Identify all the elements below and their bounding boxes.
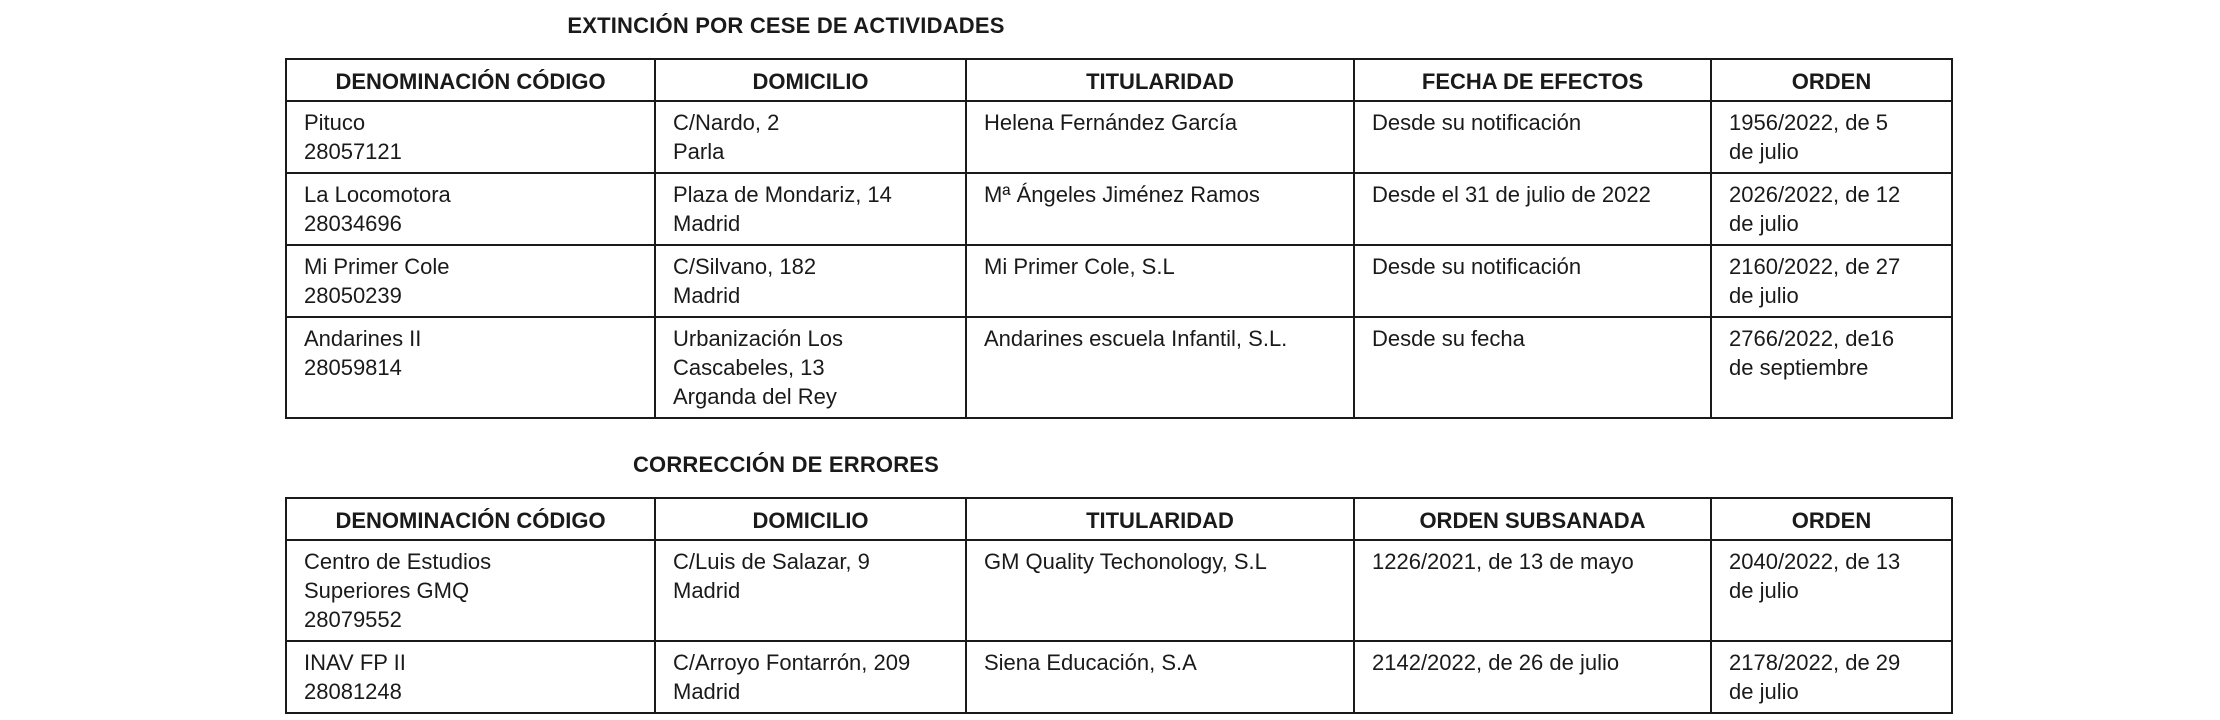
center-code: 28081248 xyxy=(304,679,402,704)
owner-text: Mi Primer Cole, S.L xyxy=(984,254,1175,279)
order-line: 2026/2022, de 12 xyxy=(1729,182,1901,207)
cell-denominacion xyxy=(286,173,655,245)
center-code: 28079552 xyxy=(304,607,402,632)
address-line: Madrid xyxy=(673,578,741,603)
cell-fecha-efectos xyxy=(1354,101,1711,173)
header-fecha-efectos: FECHA DE EFECTOS xyxy=(1354,59,1711,101)
cell-domicilio xyxy=(655,101,966,173)
center-name: Andarines II xyxy=(304,326,422,351)
address-line: C/Silvano, 182 xyxy=(673,254,817,279)
cell-denominacion xyxy=(286,245,655,317)
table-row xyxy=(286,317,1952,418)
center-code: 28034696 xyxy=(304,211,402,236)
address-line: Arganda del Rey xyxy=(673,384,837,409)
order-line: 1956/2022, de 5 xyxy=(1729,110,1889,135)
date-text: 2142/2022, de 26 de julio xyxy=(1372,650,1620,675)
cell-denominacion xyxy=(286,540,655,641)
cell-titularidad xyxy=(966,173,1354,245)
cell-orden xyxy=(1711,317,1952,418)
cell-orden xyxy=(1711,641,1952,713)
cell-orden-subsanada xyxy=(1354,540,1711,641)
date-text: Desde su notificación xyxy=(1372,254,1582,279)
order-line: 2178/2022, de 29 xyxy=(1729,650,1901,675)
cell-titularidad xyxy=(966,245,1354,317)
section-title-correccion: CORRECCIÓN DE ERRORES xyxy=(632,452,940,477)
address-line: Cascabeles, 13 xyxy=(673,355,825,380)
date-text: Desde su notificación xyxy=(1372,110,1582,135)
address-line: Urbanización Los xyxy=(673,326,843,351)
center-name: Centro de Estudios xyxy=(304,549,492,574)
order-line: 2766/2022, de16 xyxy=(1729,326,1895,351)
order-line: de septiembre xyxy=(1729,355,1869,380)
address-line: C/Luis de Salazar, 9 xyxy=(673,549,870,574)
cell-fecha-efectos xyxy=(1354,245,1711,317)
address-line: Parla xyxy=(673,139,725,164)
cell-domicilio xyxy=(655,173,966,245)
order-line: de julio xyxy=(1729,679,1799,704)
address-line: C/Nardo, 2 xyxy=(673,110,780,135)
address-line: Madrid xyxy=(673,211,741,236)
header-orden: ORDEN xyxy=(1711,498,1952,540)
order-line: 2040/2022, de 13 xyxy=(1729,549,1901,574)
header-domicilio: DOMICILIO xyxy=(655,498,966,540)
table-row xyxy=(286,641,1952,713)
header-denominacion: DENOMINACIÓN CÓDIGO xyxy=(286,59,655,101)
cell-orden xyxy=(1711,101,1952,173)
cell-denominacion xyxy=(286,317,655,418)
header-orden-subsanada: ORDEN SUBSANADA xyxy=(1354,498,1711,540)
header-titularidad: TITULARIDAD xyxy=(966,498,1354,540)
cell-orden xyxy=(1711,245,1952,317)
table-header-row xyxy=(286,498,1952,540)
order-line: de julio xyxy=(1729,283,1799,308)
table-row xyxy=(286,101,1952,173)
order-line: de julio xyxy=(1729,211,1799,236)
date-text: Desde el 31 de julio de 2022 xyxy=(1372,182,1651,207)
cell-fecha-efectos xyxy=(1354,317,1711,418)
cell-titularidad xyxy=(966,641,1354,713)
date-text: Desde su fecha xyxy=(1372,326,1525,351)
header-domicilio: DOMICILIO xyxy=(655,59,966,101)
cell-denominacion xyxy=(286,101,655,173)
center-code: 28050239 xyxy=(304,283,402,308)
order-line: 2160/2022, de 27 xyxy=(1729,254,1901,279)
address-line: Madrid xyxy=(673,679,741,704)
header-orden: ORDEN xyxy=(1711,59,1952,101)
owner-text: Andarines escuela Infantil, S.L. xyxy=(984,326,1288,351)
cell-titularidad xyxy=(966,540,1354,641)
header-denominacion: DENOMINACIÓN CÓDIGO xyxy=(286,498,655,540)
owner-text: Helena Fernández García xyxy=(984,110,1238,135)
order-line: de julio xyxy=(1729,139,1799,164)
center-name: INAV FP II xyxy=(304,650,406,675)
cell-orden xyxy=(1711,173,1952,245)
cell-orden xyxy=(1711,540,1952,641)
center-name: Superiores GMQ xyxy=(304,578,470,603)
center-name: La Locomotora xyxy=(304,182,451,207)
address-line: Plaza de Mondariz, 14 xyxy=(673,182,892,207)
address-line: C/Arroyo Fontarrón, 209 xyxy=(673,650,911,675)
address-line: Madrid xyxy=(673,283,741,308)
extincion-table xyxy=(285,58,1953,419)
cell-domicilio xyxy=(655,641,966,713)
section-title-extincion: EXTINCIÓN POR CESE DE ACTIVIDADES xyxy=(567,13,1005,38)
center-code: 28057121 xyxy=(304,139,402,164)
table-row xyxy=(286,540,1952,641)
owner-text: Mª Ángeles Jiménez Ramos xyxy=(984,182,1260,207)
table-row xyxy=(286,173,1952,245)
table-header-row xyxy=(286,59,1952,101)
owner-text: Siena Educación, S.A xyxy=(984,650,1197,675)
cell-fecha-efectos xyxy=(1354,173,1711,245)
center-name: Mi Primer Cole xyxy=(304,254,450,279)
center-name: Pituco xyxy=(304,110,366,135)
cell-orden-subsanada xyxy=(1354,641,1711,713)
cell-titularidad xyxy=(966,317,1354,418)
table-row xyxy=(286,245,1952,317)
correccion-table xyxy=(285,497,1953,714)
order-line: de julio xyxy=(1729,578,1799,603)
center-code: 28059814 xyxy=(304,355,402,380)
date-text: 1226/2021, de 13 de mayo xyxy=(1372,549,1634,574)
cell-titularidad xyxy=(966,101,1354,173)
cell-domicilio xyxy=(655,245,966,317)
cell-denominacion xyxy=(286,641,655,713)
header-titularidad: TITULARIDAD xyxy=(966,59,1354,101)
owner-text: GM Quality Techonology, S.L xyxy=(984,549,1267,574)
cell-domicilio xyxy=(655,540,966,641)
cell-domicilio xyxy=(655,317,966,418)
